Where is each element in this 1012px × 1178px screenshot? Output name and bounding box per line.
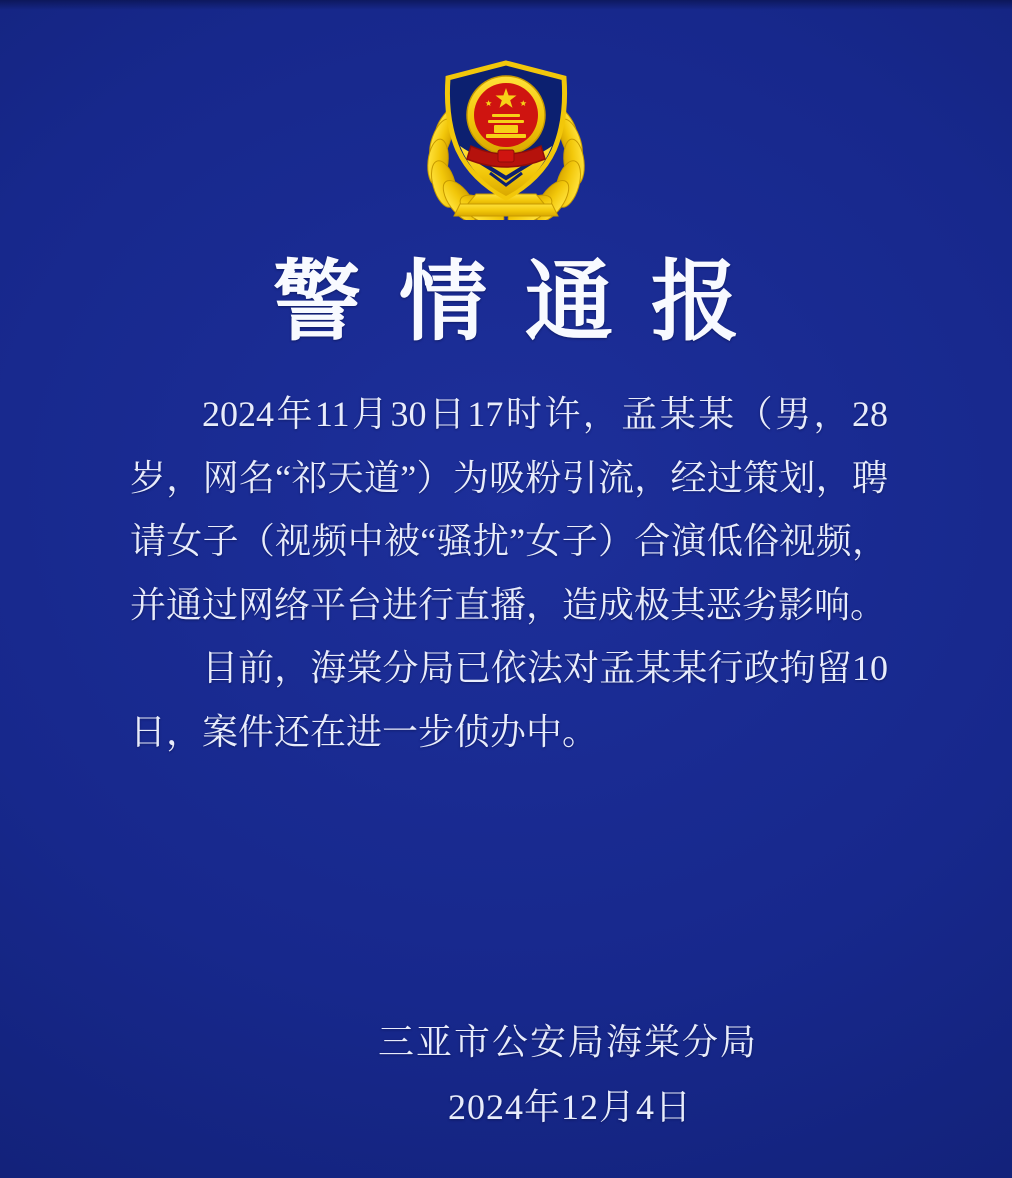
notice-paragraph: 目前，海棠分局已依法对孟某某行政拘留10日，案件还在进一步侦办中。 bbox=[130, 648, 888, 752]
notice-title: 警情通报 bbox=[272, 255, 777, 352]
police-badge-icon bbox=[416, 58, 596, 220]
issue-date: 2024年12月4日 bbox=[447, 1087, 692, 1127]
issuing-authority: 三亚市公安局海棠分局 bbox=[377, 1022, 758, 1062]
notice-body bbox=[130, 383, 888, 764]
notice-paragraph: 2024年11月30日17时许，孟某某（男，28岁，网名“祁天道”）为吸粉引流，经过策划，聘请女子（视频中被“骚扰”女子）合演低俗视频，并通过网络平台进行直播，造成极其恶劣影响。 bbox=[130, 394, 888, 625]
